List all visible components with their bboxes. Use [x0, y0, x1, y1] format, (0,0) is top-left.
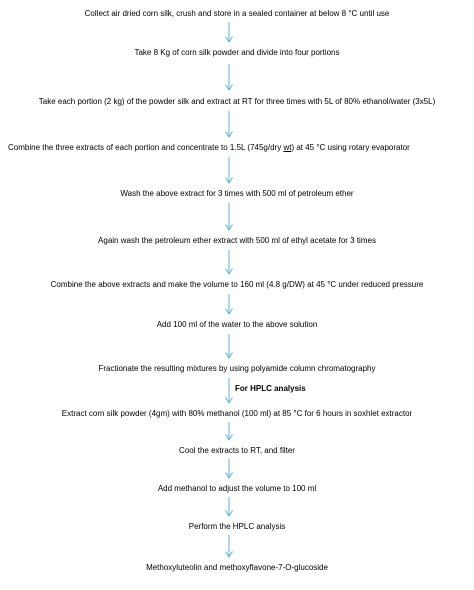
step-cool-filter: Cool the extracts to RT, and filter: [179, 446, 295, 455]
step-take-powder: Take 8 Kg of corn silk powder and divide into four portions: [134, 48, 340, 57]
step-extract-methanol: Extract corn silk powder (4gm) with 80% methanol (100 ml) at 85 °C for 6 hours in soxhlet extractor: [61, 409, 413, 418]
arrow-down-icon: [223, 497, 235, 518]
arrow-down-icon: [223, 459, 235, 480]
step-combine-text-underlined: wt: [283, 143, 292, 152]
arrow-down-icon: [223, 64, 235, 92]
step-add-methanol: Add methanol to adjust the volume to 100 ml: [157, 484, 317, 493]
step-combine-text-b: ) at 45 °C using rotary evaporator: [291, 143, 410, 152]
step-extract-ethanol: Take each portion (2 kg) of the powder silk and extract at RT for three times with 5L of 80% ethanol/water (3x5L): [38, 97, 436, 106]
step-combine-concentrate: [8, 143, 474, 153]
step-perform-hplc: Perform the HPLC analysis: [188, 522, 286, 531]
arrow-down-icon: [223, 535, 235, 559]
step-wash-petroleum-ether: Wash the above extract for 3 times with 500 ml of petroleum ether: [120, 189, 354, 198]
step-combine-text-a: Combine the three extracts of each portion and concentrate to 1.5L (745g/dry: [8, 143, 284, 152]
step-result-compounds: Methoxyluteolin and methoxyflavone-7-O-glucoside: [146, 563, 328, 572]
step-combine-volume: Combine the above extracts and make the volume to 160 ml (4.8 g/DW) at 45 °C under reduced pressure: [50, 280, 424, 289]
arrow-down-icon: [223, 250, 235, 276]
hplc-label: For HPLC analysis: [235, 384, 306, 393]
arrow-down-icon: [223, 203, 235, 232]
arrow-down-icon: [223, 294, 235, 316]
arrow-down-icon: [223, 422, 235, 442]
arrow-down-icon: [223, 22, 235, 44]
arrow-down-icon: [223, 111, 235, 139]
step-fractionate: Fractionate the resulting mixtures by using polyamide column chromatography: [98, 364, 376, 373]
step-collect-corn-silk: Collect air dried corn silk, crush and store in a sealed container at below 8 °C until use: [84, 9, 390, 18]
step-add-water: Add 100 ml of the water to the above solution: [156, 320, 318, 329]
step-wash-ethyl-acetate: Again wash the petroleum ether extract with 500 ml of ethyl acetate for 3 times: [98, 236, 376, 245]
arrow-down-icon: [223, 334, 235, 360]
arrow-down-icon: [223, 157, 235, 185]
arrow-down-icon: [223, 378, 235, 405]
